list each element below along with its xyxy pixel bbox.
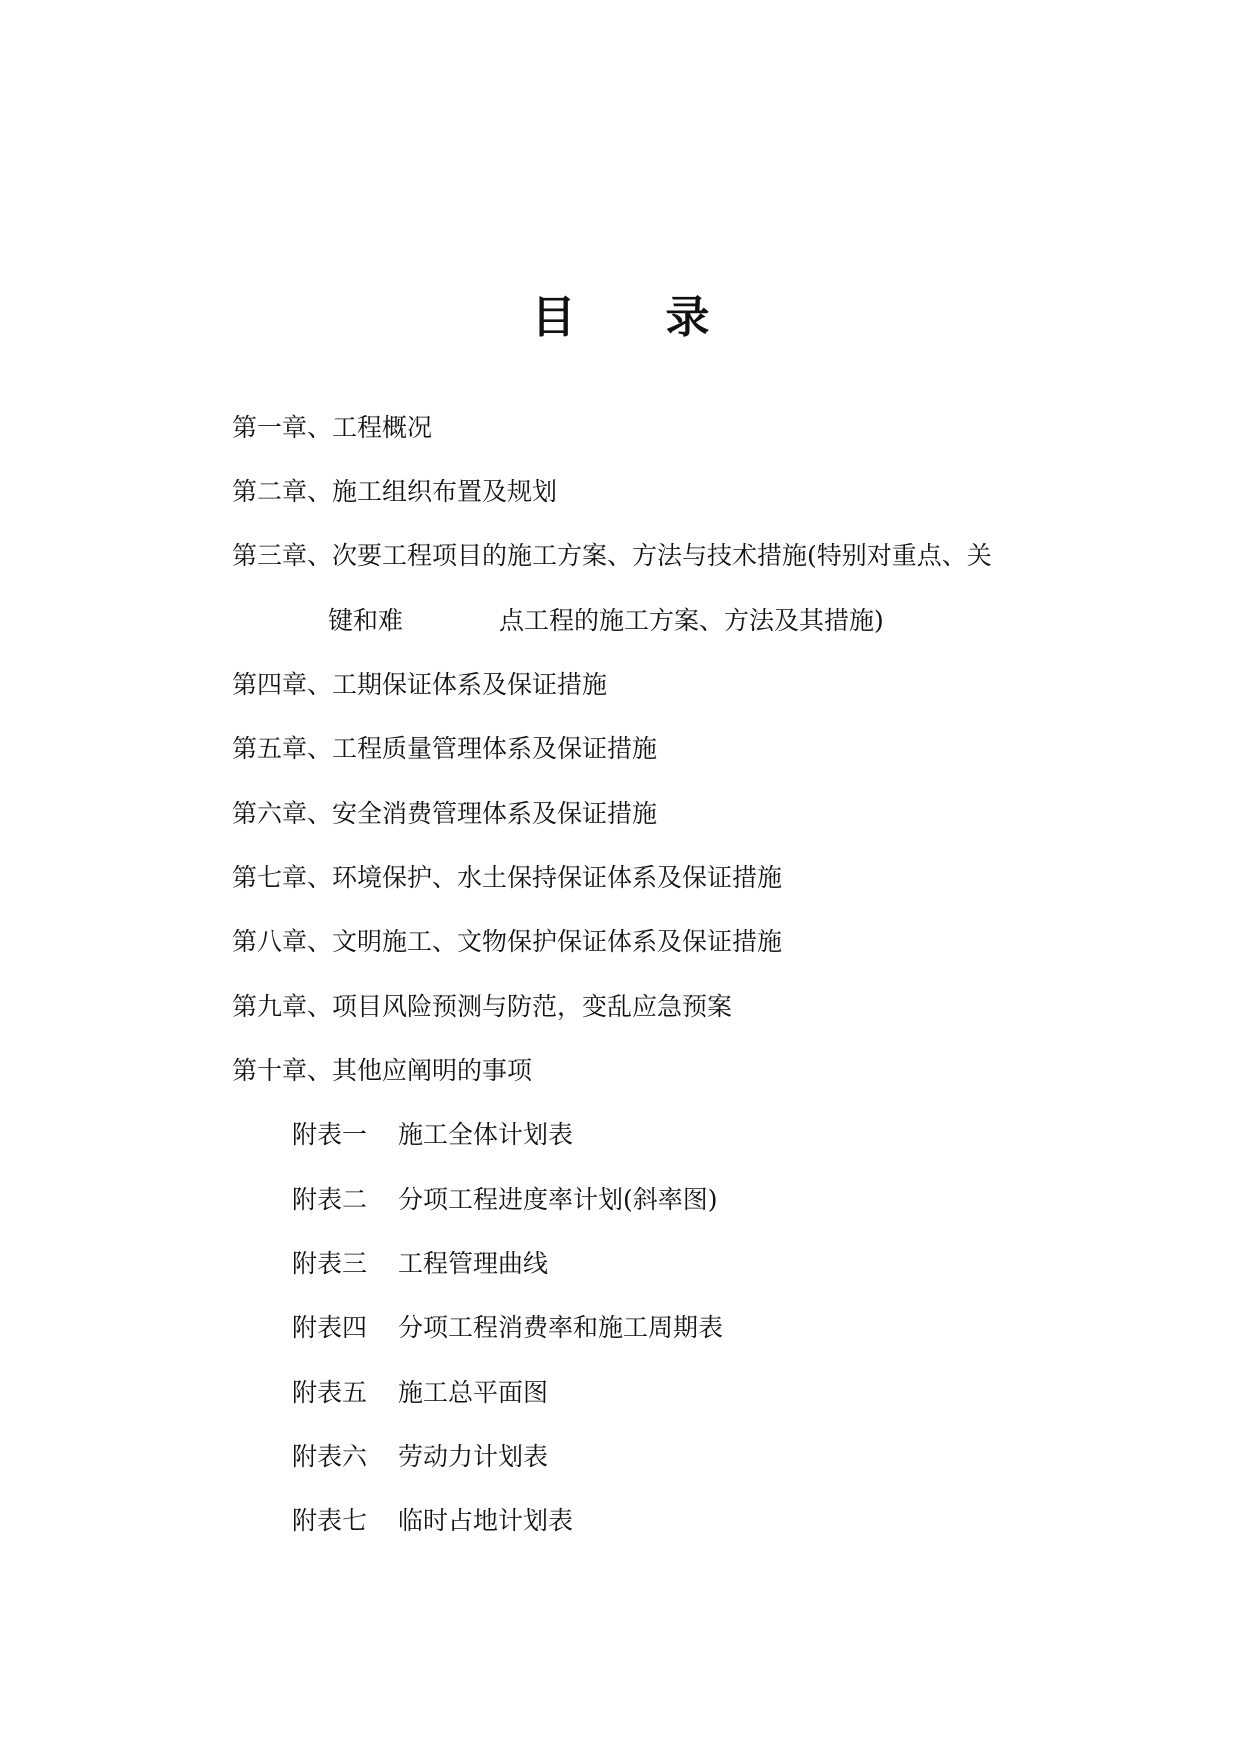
toc-chapter-3-cont-part-1: 键和难 [328,606,404,635]
appendix-label: 附表七 [292,1506,368,1535]
appendix-title: 分项工程进度率计划(斜率图) [398,1185,718,1214]
toc-appendix-7 [292,1504,573,1538]
toc-chapter-4: 第四章、工期保证体系及保证措施 [232,670,608,699]
toc-chapter-8: 第八章、文明施工、文物保护保证体系及保证措施 [232,927,783,956]
toc-chapter-2: 第二章、施工组织布置及规划 [232,477,558,506]
page-title [0,288,1241,348]
appendix-label: 附表六 [292,1442,368,1471]
toc-chapter-3: 第三章、次要工程项目的施工方案、方法与技术措施(特别对重点、关 [232,541,992,570]
toc-chapter-3-cont-part-2: 点工程的施工方案、方法及其措施) [499,606,884,635]
toc-chapter-1: 第一章、工程概况 [232,413,433,442]
appendix-label: 附表五 [292,1378,368,1407]
toc-chapter-5: 第五章、工程质量管理体系及保证措施 [232,734,658,763]
appendix-label: 附表二 [292,1185,368,1214]
toc-chapter-10: 第十章、其他应阐明的事项 [232,1056,533,1085]
appendix-label: 附表三 [292,1249,368,1278]
appendix-title: 临时占地计划表 [398,1506,574,1535]
toc-appendix-3 [292,1247,548,1281]
appendix-title: 工程管理曲线 [398,1249,549,1278]
toc-appendix-6 [292,1440,548,1474]
toc-appendix-5 [292,1376,548,1410]
appendix-title: 施工全体计划表 [398,1120,574,1149]
toc-chapter-3-continuation [328,604,884,638]
appendix-title: 分项工程消费率和施工周期表 [398,1313,724,1342]
title-char-2: 录 [665,292,710,343]
toc-appendix-1 [292,1118,573,1152]
toc-chapter-7: 第七章、环境保护、水土保持保证体系及保证措施 [232,863,783,892]
appendix-label: 附表一 [292,1120,368,1149]
toc-appendix-2 [292,1183,718,1217]
appendix-title: 劳动力计划表 [398,1442,549,1471]
toc-appendix-4 [292,1311,723,1345]
appendix-title: 施工总平面图 [398,1378,549,1407]
toc-chapter-6: 第六章、安全消费管理体系及保证措施 [232,799,658,828]
toc-chapter-9: 第九章、项目风险预测与防范，变乱应急预案 [232,992,733,1021]
appendix-label: 附表四 [292,1313,368,1342]
title-char-1: 目 [531,292,576,343]
